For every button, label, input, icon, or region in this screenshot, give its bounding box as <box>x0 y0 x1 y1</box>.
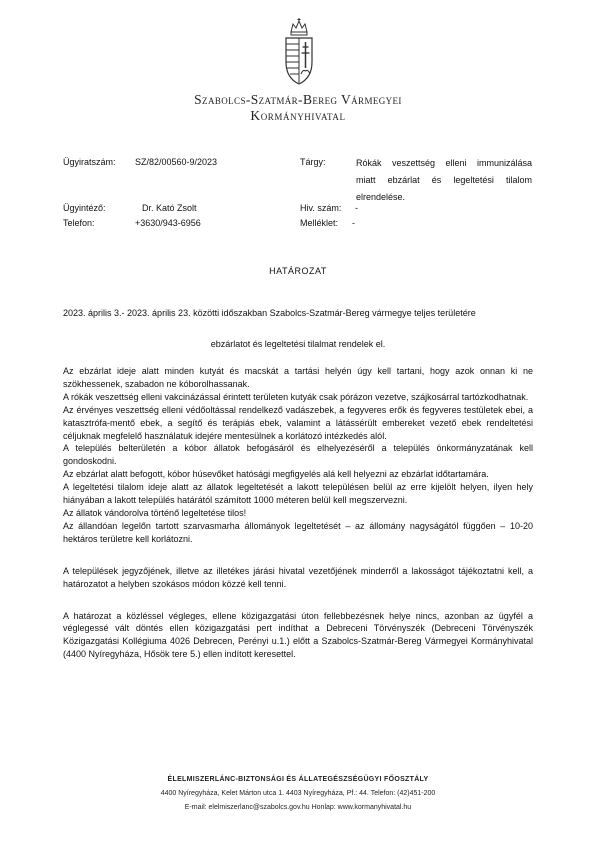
decision-body <box>63 365 533 661</box>
decision-period: 2023. április 3.- 2023. április 23. közötti időszakban Szabolcs-Szatmár-Bereg vármegye teljes területére <box>63 308 476 318</box>
notice-paragraph: A települések jegyzőjének, illetve az illetékes járási hivatal vezetőjének minderről a lakosságot tájékoztatni kell, a határozatot a helyben szokásos módon közzé kell tenni. <box>63 565 533 589</box>
paragraph-3: Az érvényes veszettség elleni védőoltással rendelkező vadászebek, a fegyveres erők és fegyveres testületek ebei, a katasztrófa-mentő ebek, a segítő és terápiás ebek, valamint a látássérült embereket vezető ebek rendeltetési céljuknak megfelelő használatuk idejére mentesülnek a korlátozó intézkedés alól. <box>63 404 533 441</box>
organization-name-line1: Szabolcs-Szatmár-Bereg Vármegyei <box>194 92 402 107</box>
subject-line-1: Rókák veszettség elleni immunizálása <box>356 158 532 168</box>
attachment-label: Melléklet: <box>300 218 339 228</box>
administrator-value: Dr. Kató Zsolt <box>142 203 197 213</box>
footer-contact: E-mail: elelmiszerlanc@szabolcs.gov.hu Honlap: www.kormanyhivatal.hu <box>184 804 412 811</box>
administrator-label: Ügyintéző: <box>63 203 106 213</box>
case-number-value: SZ/82/00560-9/2023 <box>135 157 218 167</box>
subject-label: Tárgy: <box>300 157 326 167</box>
paragraph-1: Az ebzárlat ideje alatt minden kutyát és macskát a tartási helyén úgy kell tartani, hogy azok onnan ki ne szökhessenek, szabadon ne kóborolhassanak. <box>63 366 533 389</box>
reference-number-value: - <box>355 203 358 213</box>
subject-line-3: elrendelése. <box>356 192 406 202</box>
paragraph-2: A rókák veszettség elleni vakcinázással érintett területen kutyák csak pórázon vezetve, szájkosárral tartózkodhatnak. <box>63 391 529 402</box>
appeal-paragraph: A határozat a közléssel végleges, ellene közigazgatási úton fellebbezésnek helye nincs, azonban az ügyfél a véglegessé vált döntés ellen közigazgatási pert indíthat a Debreceni Törvényszék (Debreceni Törvényszék Közigazgatási Kollégiuma 4026 Debrecen, Perényi u.1.) előtt a Szabolcs-Szatmár-Bereg Vármegyei Kormányhivatal (4400 Nyíregyháza, Hősök tere 5.) ellen indított keresettel. <box>63 610 533 660</box>
paragraph-4: A település belterületén a kóbor állatok befogásáról és elhelyezéséről a település önkormányzatának kell gondoskodni. <box>63 443 533 467</box>
coat-of-arms-icon <box>282 18 316 88</box>
organization-name-line2: Kormányhivatal <box>250 108 346 123</box>
subject-line-2: miatt ebzárlat és legeltetési tilalom <box>356 175 532 185</box>
phone-value: +3630/943-6956 <box>135 218 201 228</box>
paragraph-6: A legeltetési tilalom ideje alatt az állatok legeltetését a lakott településen belül az erre kijelölt helyen, ilyen hely hiányában a lakott település határától számított 1000 méteren belül kell megszervezni. <box>63 482 533 506</box>
footer-address: 4400 Nyíregyháza, Kelet Márton utca 1. 4403 Nyíregyháza, Pf.: 44. Telefon: (42)451-200 <box>160 790 436 797</box>
phone-label: Telefon: <box>63 218 95 228</box>
paragraph-8: Az állandóan legelőn tartott szarvasmarha állományok legeltetését – az állomány nagyságától függően – 10-20 hektáros területre kell korlátozni. <box>63 520 533 544</box>
subject-value <box>356 157 532 203</box>
decision-order-line: ebzárlatot és legeltetési tilalmat rendelek el. <box>210 339 386 349</box>
paragraph-7: Az állatok vándorolva történő legeltetése tilos! <box>63 507 247 518</box>
attachment-value: - <box>352 218 355 228</box>
paragraph-5: Az ebzárlat alatt befogott, kóbor húsevőket hatósági megfigyelés alá kell helyezni az ebzárlat időtartamára. <box>63 469 489 480</box>
reference-number-label: Hiv. szám: <box>300 203 342 213</box>
footer-department: ÉLELMISZERLÁNC-BIZTONSÁGI ÉS ÁLLATEGÉSZSÉGÜGYI FŐOSZTÁLY <box>167 776 429 783</box>
decision-title: HATÁROZAT <box>269 266 327 276</box>
case-number-label: Ügyiratszám: <box>63 157 116 167</box>
page-footer <box>0 773 596 815</box>
